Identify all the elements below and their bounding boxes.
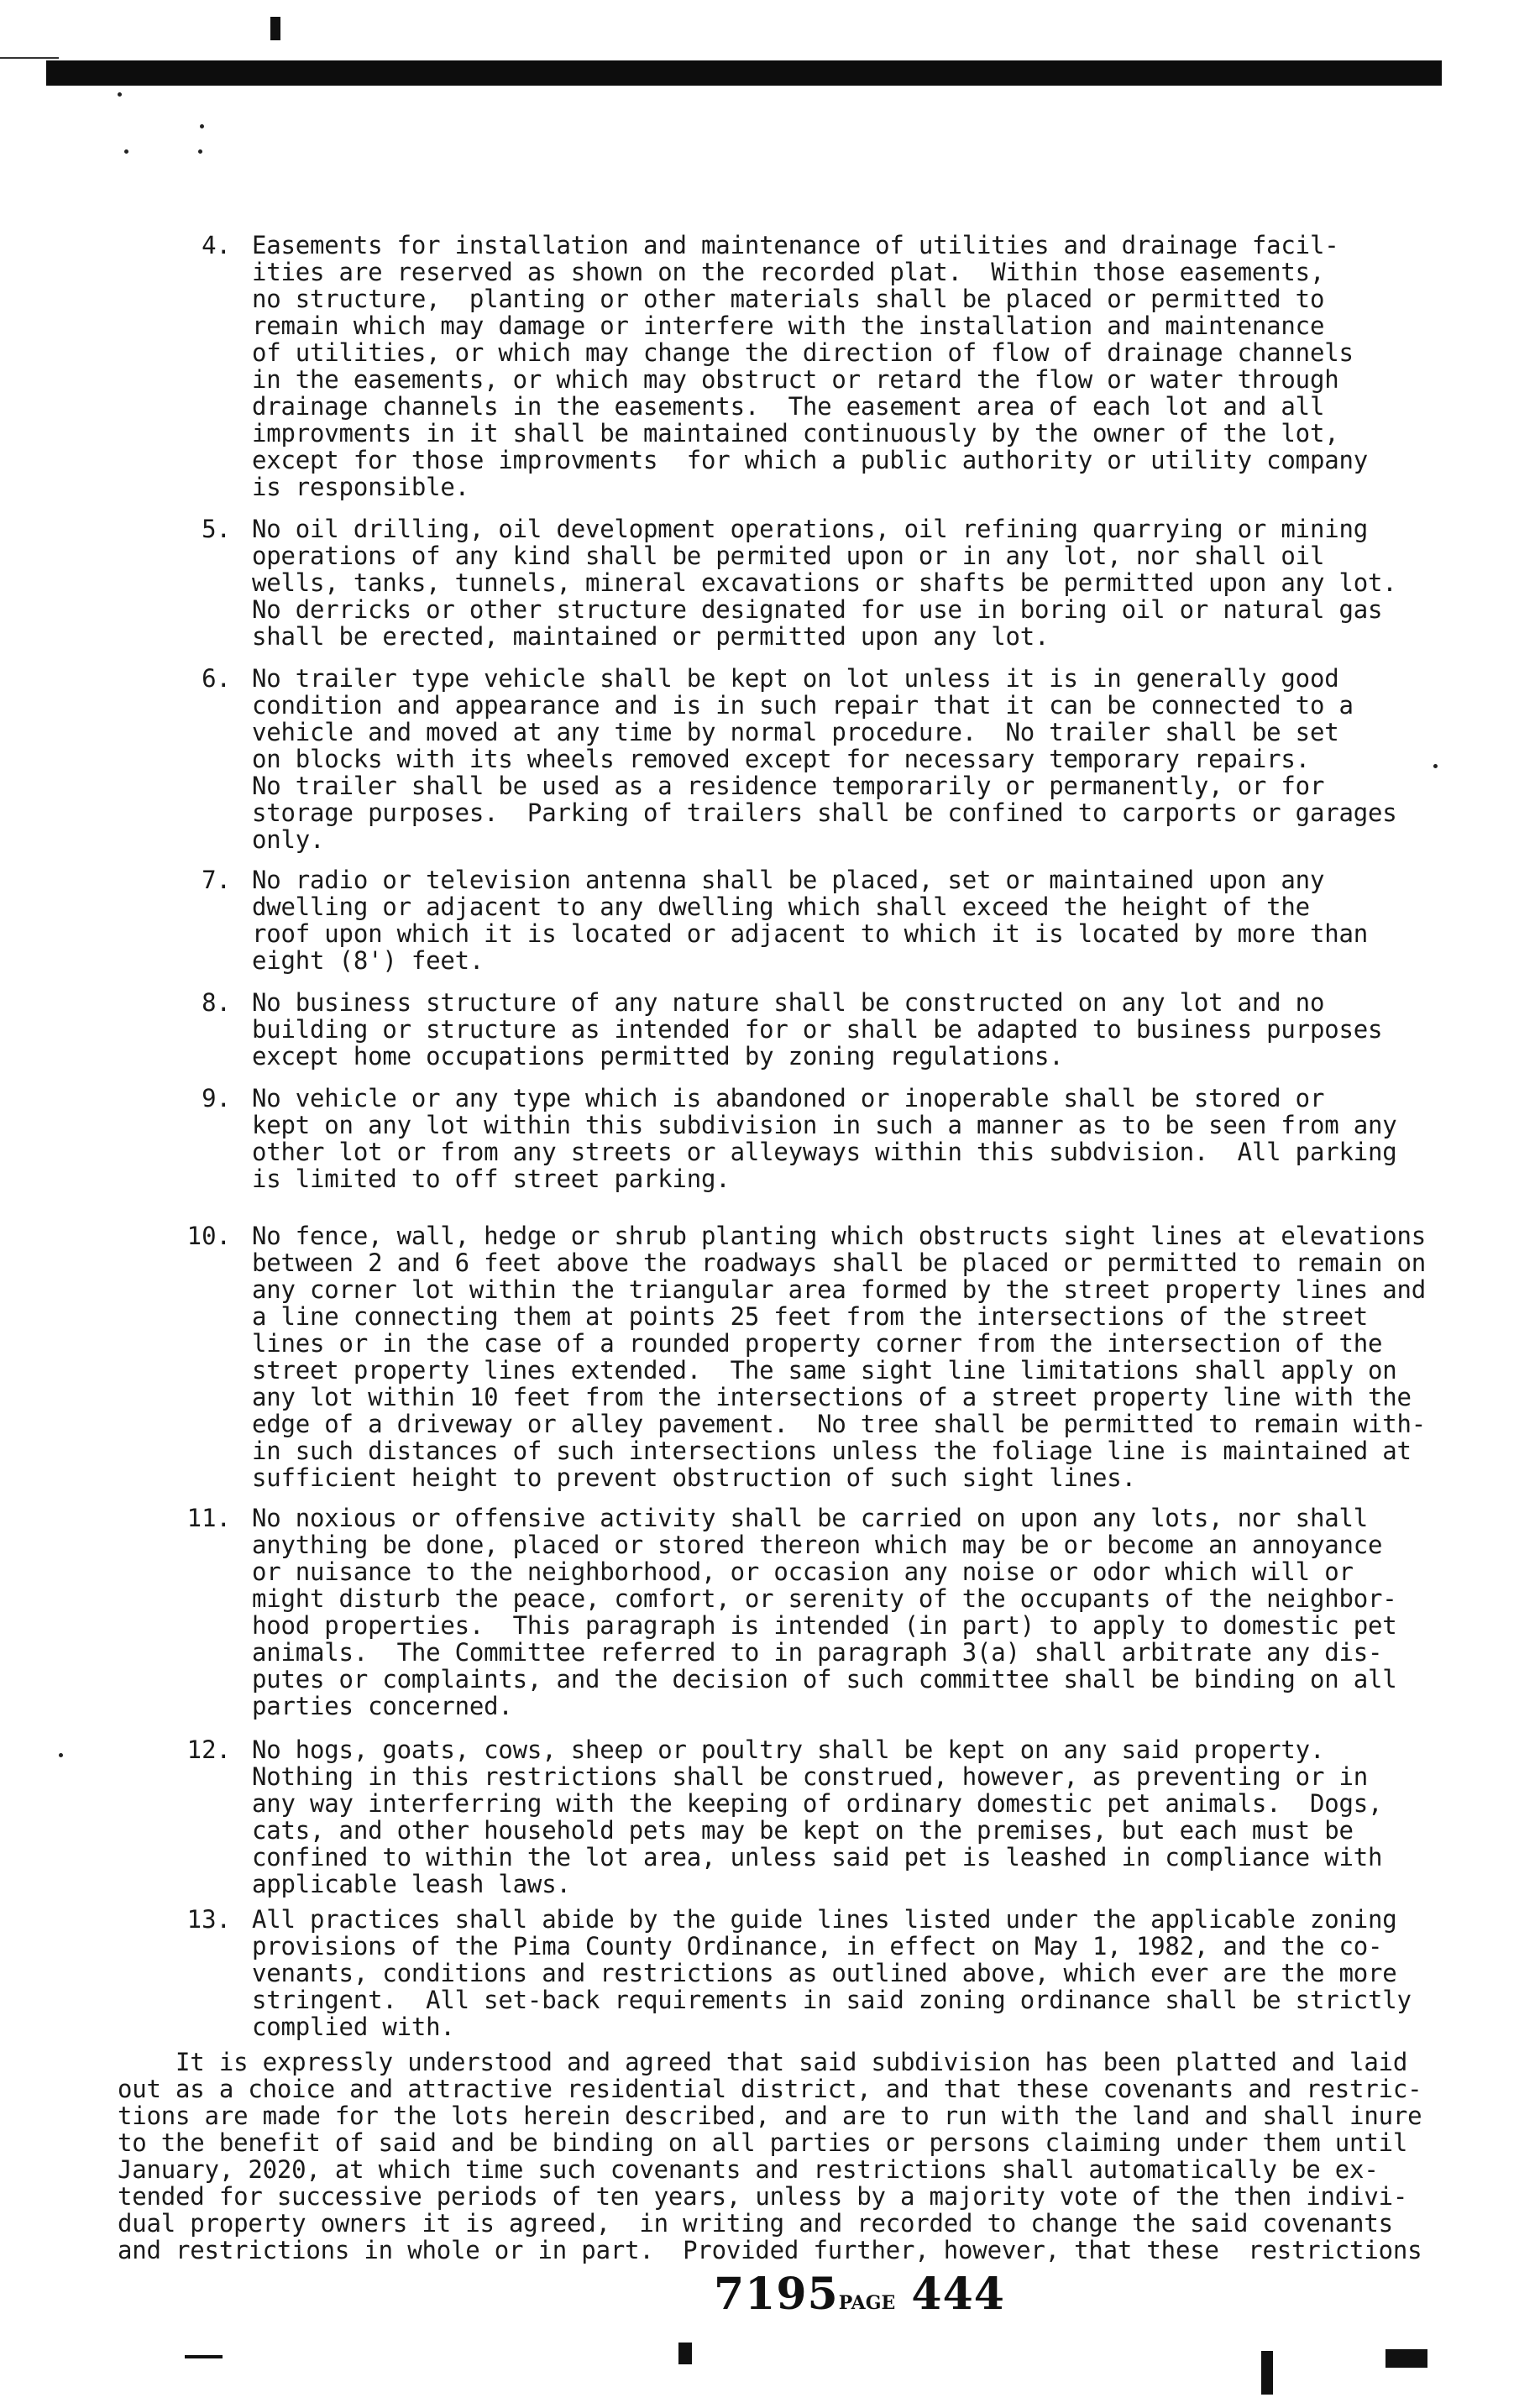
book-number: 7195 <box>714 2269 839 2320</box>
paragraph-text: No radio or television antenna shall be placed, set or maintained upon any dwelling or adjacent to any dwelling which shall exceed the height of the roof upon which it is located or adjacent to which it is located by more than eight (8') feet. <box>252 866 1368 975</box>
scan-mark <box>270 17 280 40</box>
scan-mark <box>1261 2351 1273 2395</box>
scan-rule <box>0 57 59 59</box>
paragraph-number: 9. <box>202 1084 231 1112</box>
paragraph-11 <box>186 1504 1397 1720</box>
scan-speck <box>59 1753 63 1757</box>
page-number: 444 <box>911 2269 1005 2320</box>
closing-paragraph: It is expressly understood and agreed that said subdivision has been platted and laid out as a choice and attractive residential district, and that these covenants and restric- tions are made for the lots herein described, and are to run with the land and shall inure to the benefit of said and be binding on all parties or persons claiming under them until January, 2020, at which time such covenants and restrictions shall automatically be ex- tended for successive periods of ten years, unless by a majority vote of the then indivi- dual property owners it is agreed, in writing and recorded to change the said covenants and restrictions in whole or in part. Provided further, however, that these restrictions <box>118 2048 1422 2264</box>
scan-speck <box>1433 764 1438 768</box>
paragraph-5 <box>202 515 1397 651</box>
paragraph-text: Easements for installation and maintenance of utilities and drainage facil- ities are reserved as shown on the recorded plat. Within those easements, no structure, planting or other materials shall be placed or permitted to remain which may damage or interfere with the installation and maintenance of utilities, or which may change the direction of flow of drainage channels in the easements, or which may obstruct or retard the flow or water through drainage channels in the easements. The easement area of each lot and all improvments in it shall be maintained continuously by the owner of the lot, except for those improvments for which a public authority or utility company is responsible. <box>252 231 1368 501</box>
paragraph-number: 6. <box>202 664 231 693</box>
scan-border-bar <box>46 60 1442 86</box>
paragraph-number: 13. <box>186 1905 231 1934</box>
paragraph-text: No oil drilling, oil development operations, oil refining quarrying or mining operations of any kind shall be permited upon or in any lot, nor shall oil wells, tanks, tunnels, mineral excavations or shafts be permitted upon any lot. No derricks or other structure designated for use in boring oil or natural gas shall be erected, maintained or permitted upon any lot. <box>252 515 1397 651</box>
scan-speck <box>124 149 128 154</box>
scan-speck <box>118 92 122 97</box>
paragraph-4 <box>202 231 1377 501</box>
paragraph-10 <box>186 1222 1427 1492</box>
paragraph-number: 4. <box>202 231 231 259</box>
scan-mark <box>1385 2349 1427 2368</box>
paragraph-7 <box>202 866 1377 975</box>
paragraph-number: 8. <box>202 988 231 1017</box>
scan-mark <box>678 2343 692 2364</box>
paragraph-13 <box>186 1905 1412 2041</box>
scan-mark <box>185 2355 223 2358</box>
paragraph-text: No trailer type vehicle shall be kept on lot unless it is in generally good condition and appearance and is in such repair that it can be connected to a vehicle and moved at any time by normal procedure. No trailer shall be set on blocks with its wheels removed except for necessary temporary repairs. No trailer shall be used as a residence temporarily or permanently, or for storage purposes. Parking of trailers shall be confined to carports or garages only. <box>252 664 1397 854</box>
paragraph-text: No vehicle or any type which is abandoned or inoperable shall be stored or kept on any lot within this subdivision in such a manner as to be seen from any other lot or from any streets or alleyways within this subdvision. All parking is limited to off street parking. <box>252 1084 1397 1193</box>
paragraph-6 <box>202 664 1397 854</box>
paragraph-text: All practices shall abide by the guide lines listed under the applicable zoning provisions of the Pima County Ordinance, in effect on May 1, 1982, and the co- venants, conditions and restrictions as outlined above, which ever are the more stringent. All set-back requirements in said zoning ordinance shall be strictly complied with. <box>252 1905 1412 2041</box>
paragraph-number: 10. <box>186 1222 231 1250</box>
paragraph-12 <box>186 1735 1383 1898</box>
book-page-stamp <box>714 2269 1005 2320</box>
paragraph-text: No hogs, goats, cows, sheep or poultry shall be kept on any said property. Nothing in this restrictions shall be construed, however, as preventing or in any way interferring with the keeping of ordinary domestic pet animals. Dogs, cats, and other household pets may be kept on the premises, but each must be confined to within the lot area, unless said pet is leashed in compliance with applicable leash laws. <box>252 1735 1383 1898</box>
paragraph-number: 5. <box>202 515 231 543</box>
paragraph-text: No noxious or offensive activity shall be carried on upon any lots, nor shall anything be done, placed or stored thereon which may be or become an annoyance or nuisance to the neighborhood, or occasion any noise or odor which will or might disturb the peace, comfort, or serenity of the occupants of the neighbor- hood properties. This paragraph is intended (in part) to apply to domestic pet animals. The Committee referred to in paragraph 3(a) shall arbitrate any dis- putes or complaints, and the decision of such committee shall be binding on all parties concerned. <box>252 1504 1397 1720</box>
paragraph-8 <box>202 988 1383 1071</box>
scan-speck <box>198 149 202 154</box>
paragraph-number: 11. <box>186 1504 231 1532</box>
scan-speck <box>200 124 204 128</box>
paragraph-number: 7. <box>202 866 231 894</box>
paragraph-number: 12. <box>186 1735 231 1764</box>
page-label: PAGE <box>838 2292 896 2314</box>
paragraph-text: No fence, wall, hedge or shrub planting which obstructs sight lines at elevations between 2 and 6 feet above the roadways shall be placed or permitted to remain on any corner lot within the triangular area formed by the street property lines and a line connecting them at points 25 feet from the intersections of the street lines or in the case of a rounded property corner from the intersection of the street property lines extended. The same sight line limitations shall apply on any lot within 10 feet from the intersections of a street property line with the edge of a driveway or alley pavement. No tree shall be permitted to remain with- in such distances of such intersections unless the foliage line is maintained at sufficient height to prevent obstruction of such sight lines. <box>252 1222 1427 1492</box>
paragraph-text: No business structure of any nature shall be constructed on any lot and no building or structure as intended for or shall be adapted to business purposes except home occupations permitted by zoning regulations. <box>252 988 1383 1071</box>
paragraph-9 <box>202 1084 1397 1193</box>
